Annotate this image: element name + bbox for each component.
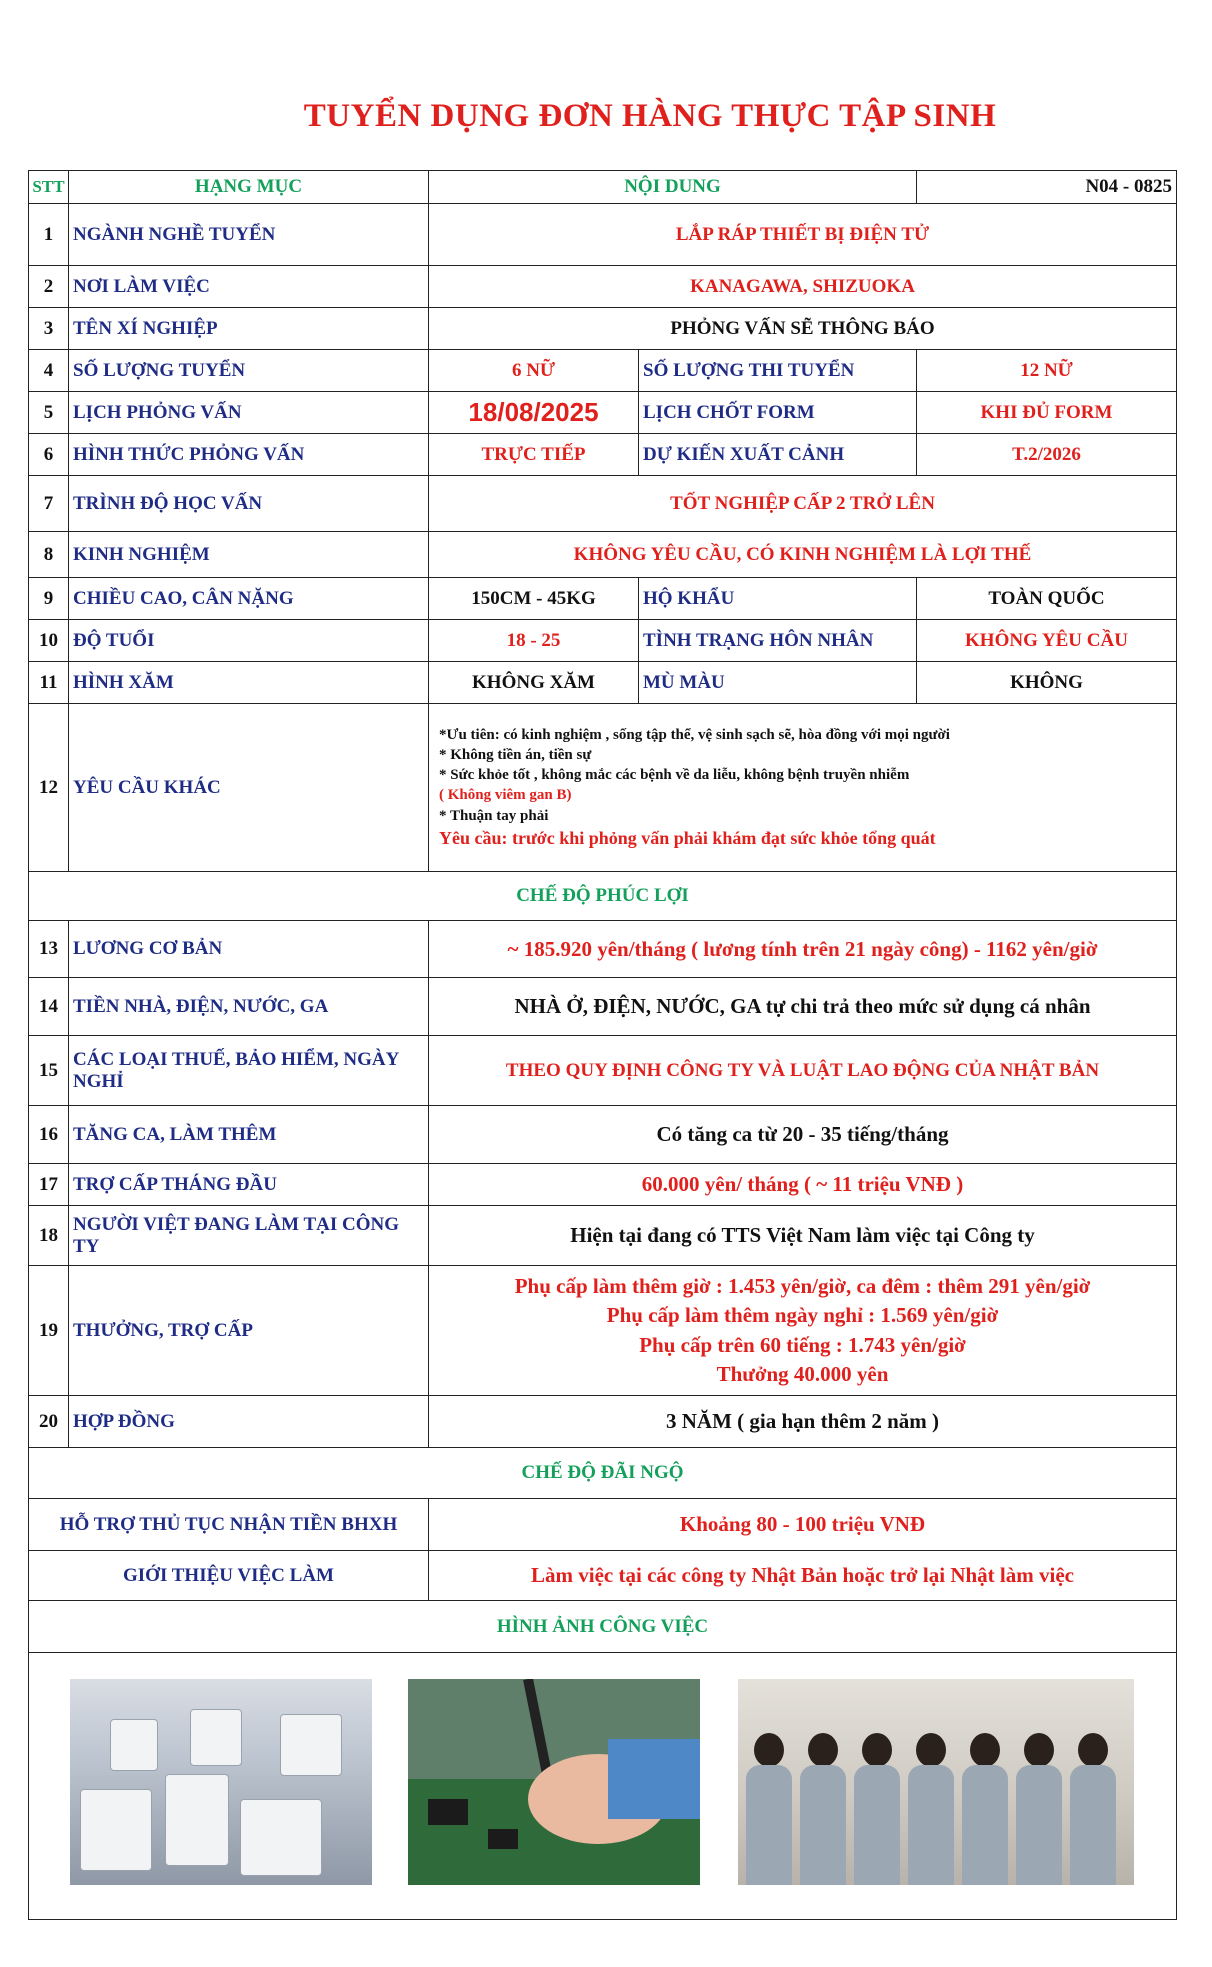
row-value: KHÔNG YÊU CẦU, CÓ KINH NGHIỆM LÀ LỢI THẾ — [429, 532, 1177, 578]
row-number: 3 — [29, 308, 69, 350]
requirement-line: * Sức khỏe tốt , không mắc các bệnh về da liễu, không bệnh truyền nhiễm — [439, 767, 910, 784]
section-images-title: HÌNH ẢNH CÔNG VIỆC — [29, 1601, 1177, 1653]
row-label: TÊN XÍ NGHIỆP — [69, 308, 429, 350]
row-number: 6 — [29, 434, 69, 476]
header-content: NỘI DUNG — [429, 171, 917, 204]
table-row — [29, 1036, 1177, 1106]
row-label: CÁC LOẠI THUẾ, BẢO HIỂM, NGÀY NGHỈ — [69, 1036, 429, 1106]
row-value-secondary: 12 NỮ — [917, 350, 1177, 392]
row-value: TỐT NGHIỆP CẤP 2 TRỞ LÊN — [429, 476, 1177, 532]
machine-shape — [190, 1709, 242, 1766]
row-number: 11 — [29, 662, 69, 704]
table-row — [29, 1206, 1177, 1266]
row-value: Có tăng ca từ 20 - 35 tiếng/tháng — [429, 1106, 1177, 1164]
table-header-row — [29, 171, 1177, 204]
row-value: KHÔNG XĂM — [429, 662, 639, 704]
table-row — [29, 1164, 1177, 1206]
row-label: YÊU CẦU KHÁC — [69, 704, 429, 872]
bhxh-support-label: HỖ TRỢ THỦ TỤC NHẬN TIỀN BHXH — [29, 1499, 429, 1551]
soldering-illustration — [408, 1679, 700, 1885]
worker-figure — [854, 1733, 900, 1885]
table-row — [29, 1396, 1177, 1448]
bhxh-support-value: Khoảng 80 - 100 triệu VNĐ — [429, 1499, 1177, 1551]
header-category: HẠNG MỤC — [69, 171, 429, 204]
machine-shape — [240, 1799, 322, 1876]
row-number: 2 — [29, 266, 69, 308]
table-row — [29, 350, 1177, 392]
row-value-secondary: TOÀN QUỐC — [917, 578, 1177, 620]
table-row — [29, 1266, 1177, 1396]
row-number: 15 — [29, 1036, 69, 1106]
row-label: TRÌNH ĐỘ HỌC VẤN — [69, 476, 429, 532]
row-value: KANAGAWA, SHIZUOKA — [429, 266, 1177, 308]
requirement-line-highlight: Yêu cầu: trước khi phỏng vấn phải khám đạt sức khỏe tổng quát — [439, 827, 936, 848]
row-label-secondary: SỐ LƯỢNG THI TUYỂN — [639, 350, 917, 392]
table-row — [29, 532, 1177, 578]
row-label: ĐỘ TUỔI — [69, 620, 429, 662]
table-row — [29, 578, 1177, 620]
row-value-secondary: KHÔNG YÊU CẦU — [917, 620, 1177, 662]
row-value: 150CM - 45KG — [429, 578, 639, 620]
allowance-line: Phụ cấp làm thêm ngày nghỉ : 1.569 yên/giờ — [606, 1303, 999, 1328]
header-stt: STT — [29, 171, 69, 204]
row-label: HÌNH THỨC PHỎNG VẤN — [69, 434, 429, 476]
table-row — [29, 921, 1177, 978]
table-row — [29, 704, 1177, 872]
section-row — [29, 872, 1177, 921]
factory-floor-photo — [70, 1679, 372, 1885]
section-row — [29, 1601, 1177, 1653]
job-referral-value: Làm việc tại các công ty Nhật Bản hoặc trở lại Nhật làm việc — [429, 1551, 1177, 1601]
row-label: TĂNG CA, LÀM THÊM — [69, 1106, 429, 1164]
row-value: 60.000 yên/ tháng ( ~ 11 triệu VNĐ ) — [429, 1164, 1177, 1206]
row-number: 13 — [29, 921, 69, 978]
row-number: 20 — [29, 1396, 69, 1448]
section-benefits-title: CHẾ ĐỘ ĐÃI NGỘ — [29, 1448, 1177, 1499]
row-label-secondary: MÙ MÀU — [639, 662, 917, 704]
other-requirements — [429, 704, 1177, 872]
requirement-line: * Không tiền án, tiền sự — [439, 746, 592, 763]
row-value-secondary: KHÔNG — [917, 662, 1177, 704]
table-row — [29, 266, 1177, 308]
worker-figure — [1070, 1733, 1116, 1885]
row-label: TIỀN NHÀ, ĐIỆN, NƯỚC, GA — [69, 978, 429, 1036]
row-value: Hiện tại đang có TTS Việt Nam làm việc tại Công ty — [429, 1206, 1177, 1266]
row-label: TRỢ CẤP THÁNG ĐẦU — [69, 1164, 429, 1206]
row-value: TRỰC TIẾP — [429, 434, 639, 476]
worker-figure — [800, 1733, 846, 1885]
row-value: PHỎNG VẤN SẼ THÔNG BÁO — [429, 308, 1177, 350]
row-number: 10 — [29, 620, 69, 662]
workers-group-photo — [738, 1679, 1134, 1885]
row-value: 3 NĂM ( gia hạn thêm 2 năm ) — [429, 1396, 1177, 1448]
recruitment-table — [28, 170, 1177, 1920]
worker-figure — [1016, 1733, 1062, 1885]
worker-figure — [962, 1733, 1008, 1885]
table-row — [29, 476, 1177, 532]
row-value: 6 NỮ — [429, 350, 639, 392]
section-row — [29, 1448, 1177, 1499]
allowance-line: Phụ cấp trên 60 tiếng : 1.743 yên/giờ — [639, 1332, 966, 1357]
row-label: KINH NGHIỆM — [69, 532, 429, 578]
soldering-photo — [408, 1679, 700, 1885]
row-value: ~ 185.920 yên/tháng ( lương tính trên 21 ngày công) - 1162 yên/giờ — [429, 921, 1177, 978]
row-value: LẮP RÁP THIẾT BỊ ĐIỆN TỬ — [429, 204, 1177, 266]
row-label-secondary: HỘ KHẨU — [639, 578, 917, 620]
table-row — [29, 1106, 1177, 1164]
requirement-line: ( Không viêm gan B) — [439, 787, 572, 804]
row-label: HỢP ĐỒNG — [69, 1396, 429, 1448]
row-value-secondary: T.2/2026 — [917, 434, 1177, 476]
table-row — [29, 204, 1177, 266]
row-value: THEO QUY ĐỊNH CÔNG TY VÀ LUẬT LAO ĐỘNG CỦA NHẬT BẢN — [429, 1036, 1177, 1106]
row-number: 16 — [29, 1106, 69, 1164]
row-value-secondary: KHI ĐỦ FORM — [917, 392, 1177, 434]
machine-shape — [110, 1719, 158, 1771]
row-label: HÌNH XĂM — [69, 662, 429, 704]
photos-row — [29, 1653, 1177, 1920]
row-number: 8 — [29, 532, 69, 578]
bonus-allowances — [429, 1266, 1177, 1396]
row-label: THƯỞNG, TRỢ CẤP — [69, 1266, 429, 1396]
machine-shape — [280, 1714, 342, 1776]
requirement-line: * Thuận tay phải — [439, 807, 549, 824]
job-referral-label: GIỚI THIỆU VIỆC LÀM — [29, 1551, 429, 1601]
table-row — [29, 308, 1177, 350]
worker-figure — [908, 1733, 954, 1885]
allowance-line: Phụ cấp làm thêm giờ : 1.453 yên/giờ, ca đêm : thêm 291 yên/giờ — [514, 1273, 1091, 1298]
header-code: N04 - 0825 — [917, 171, 1177, 204]
row-label: NGƯỜI VIỆT ĐANG LÀM TẠI CÔNG TY — [69, 1206, 429, 1266]
row-value: 18/08/2025 — [429, 392, 639, 434]
row-number: 17 — [29, 1164, 69, 1206]
row-number: 9 — [29, 578, 69, 620]
requirement-line: *Ưu tiên: có kinh nghiệm , sống tập thể, vệ sinh sạch sẽ, hòa đồng với mọi người — [439, 726, 950, 743]
table-row — [29, 434, 1177, 476]
table-row — [29, 1551, 1177, 1601]
row-label: LƯƠNG CƠ BẢN — [69, 921, 429, 978]
row-label-secondary: DỰ KIẾN XUẤT CẢNH — [639, 434, 917, 476]
allowance-line: Thưởng 40.000 yên — [716, 1361, 889, 1386]
table-row — [29, 1499, 1177, 1551]
row-number: 1 — [29, 204, 69, 266]
row-label: NƠI LÀM VIỆC — [69, 266, 429, 308]
row-number: 18 — [29, 1206, 69, 1266]
machine-shape — [80, 1789, 152, 1871]
table-row — [29, 978, 1177, 1036]
row-label: CHIỀU CAO, CÂN NẶNG — [69, 578, 429, 620]
row-label: SỐ LƯỢNG TUYỂN — [69, 350, 429, 392]
row-label-secondary: LỊCH CHỐT FORM — [639, 392, 917, 434]
section-welfare-title: CHẾ ĐỘ PHÚC LỢI — [29, 872, 1177, 921]
row-number: 7 — [29, 476, 69, 532]
row-number: 19 — [29, 1266, 69, 1396]
table-row — [29, 662, 1177, 704]
machine-shape — [165, 1774, 229, 1866]
table-row — [29, 392, 1177, 434]
row-number: 5 — [29, 392, 69, 434]
photos-cell — [29, 1653, 1177, 1920]
row-number: 12 — [29, 704, 69, 872]
row-label: LỊCH PHỎNG VẤN — [69, 392, 429, 434]
worker-figure — [746, 1733, 792, 1885]
row-number: 4 — [29, 350, 69, 392]
row-value: 18 - 25 — [429, 620, 639, 662]
page-title: TUYỂN DỤNG ĐƠN HÀNG THỰC TẬP SINH — [303, 98, 997, 134]
row-number: 14 — [29, 978, 69, 1036]
row-label: NGÀNH NGHỀ TUYỂN — [69, 204, 429, 266]
row-value: NHÀ Ở, ĐIỆN, NƯỚC, GA tự chi trả theo mức sử dụng cá nhân — [429, 978, 1177, 1036]
work-photos — [29, 1653, 1176, 1919]
row-label-secondary: TÌNH TRẠNG HÔN NHÂN — [639, 620, 917, 662]
table-row — [29, 620, 1177, 662]
